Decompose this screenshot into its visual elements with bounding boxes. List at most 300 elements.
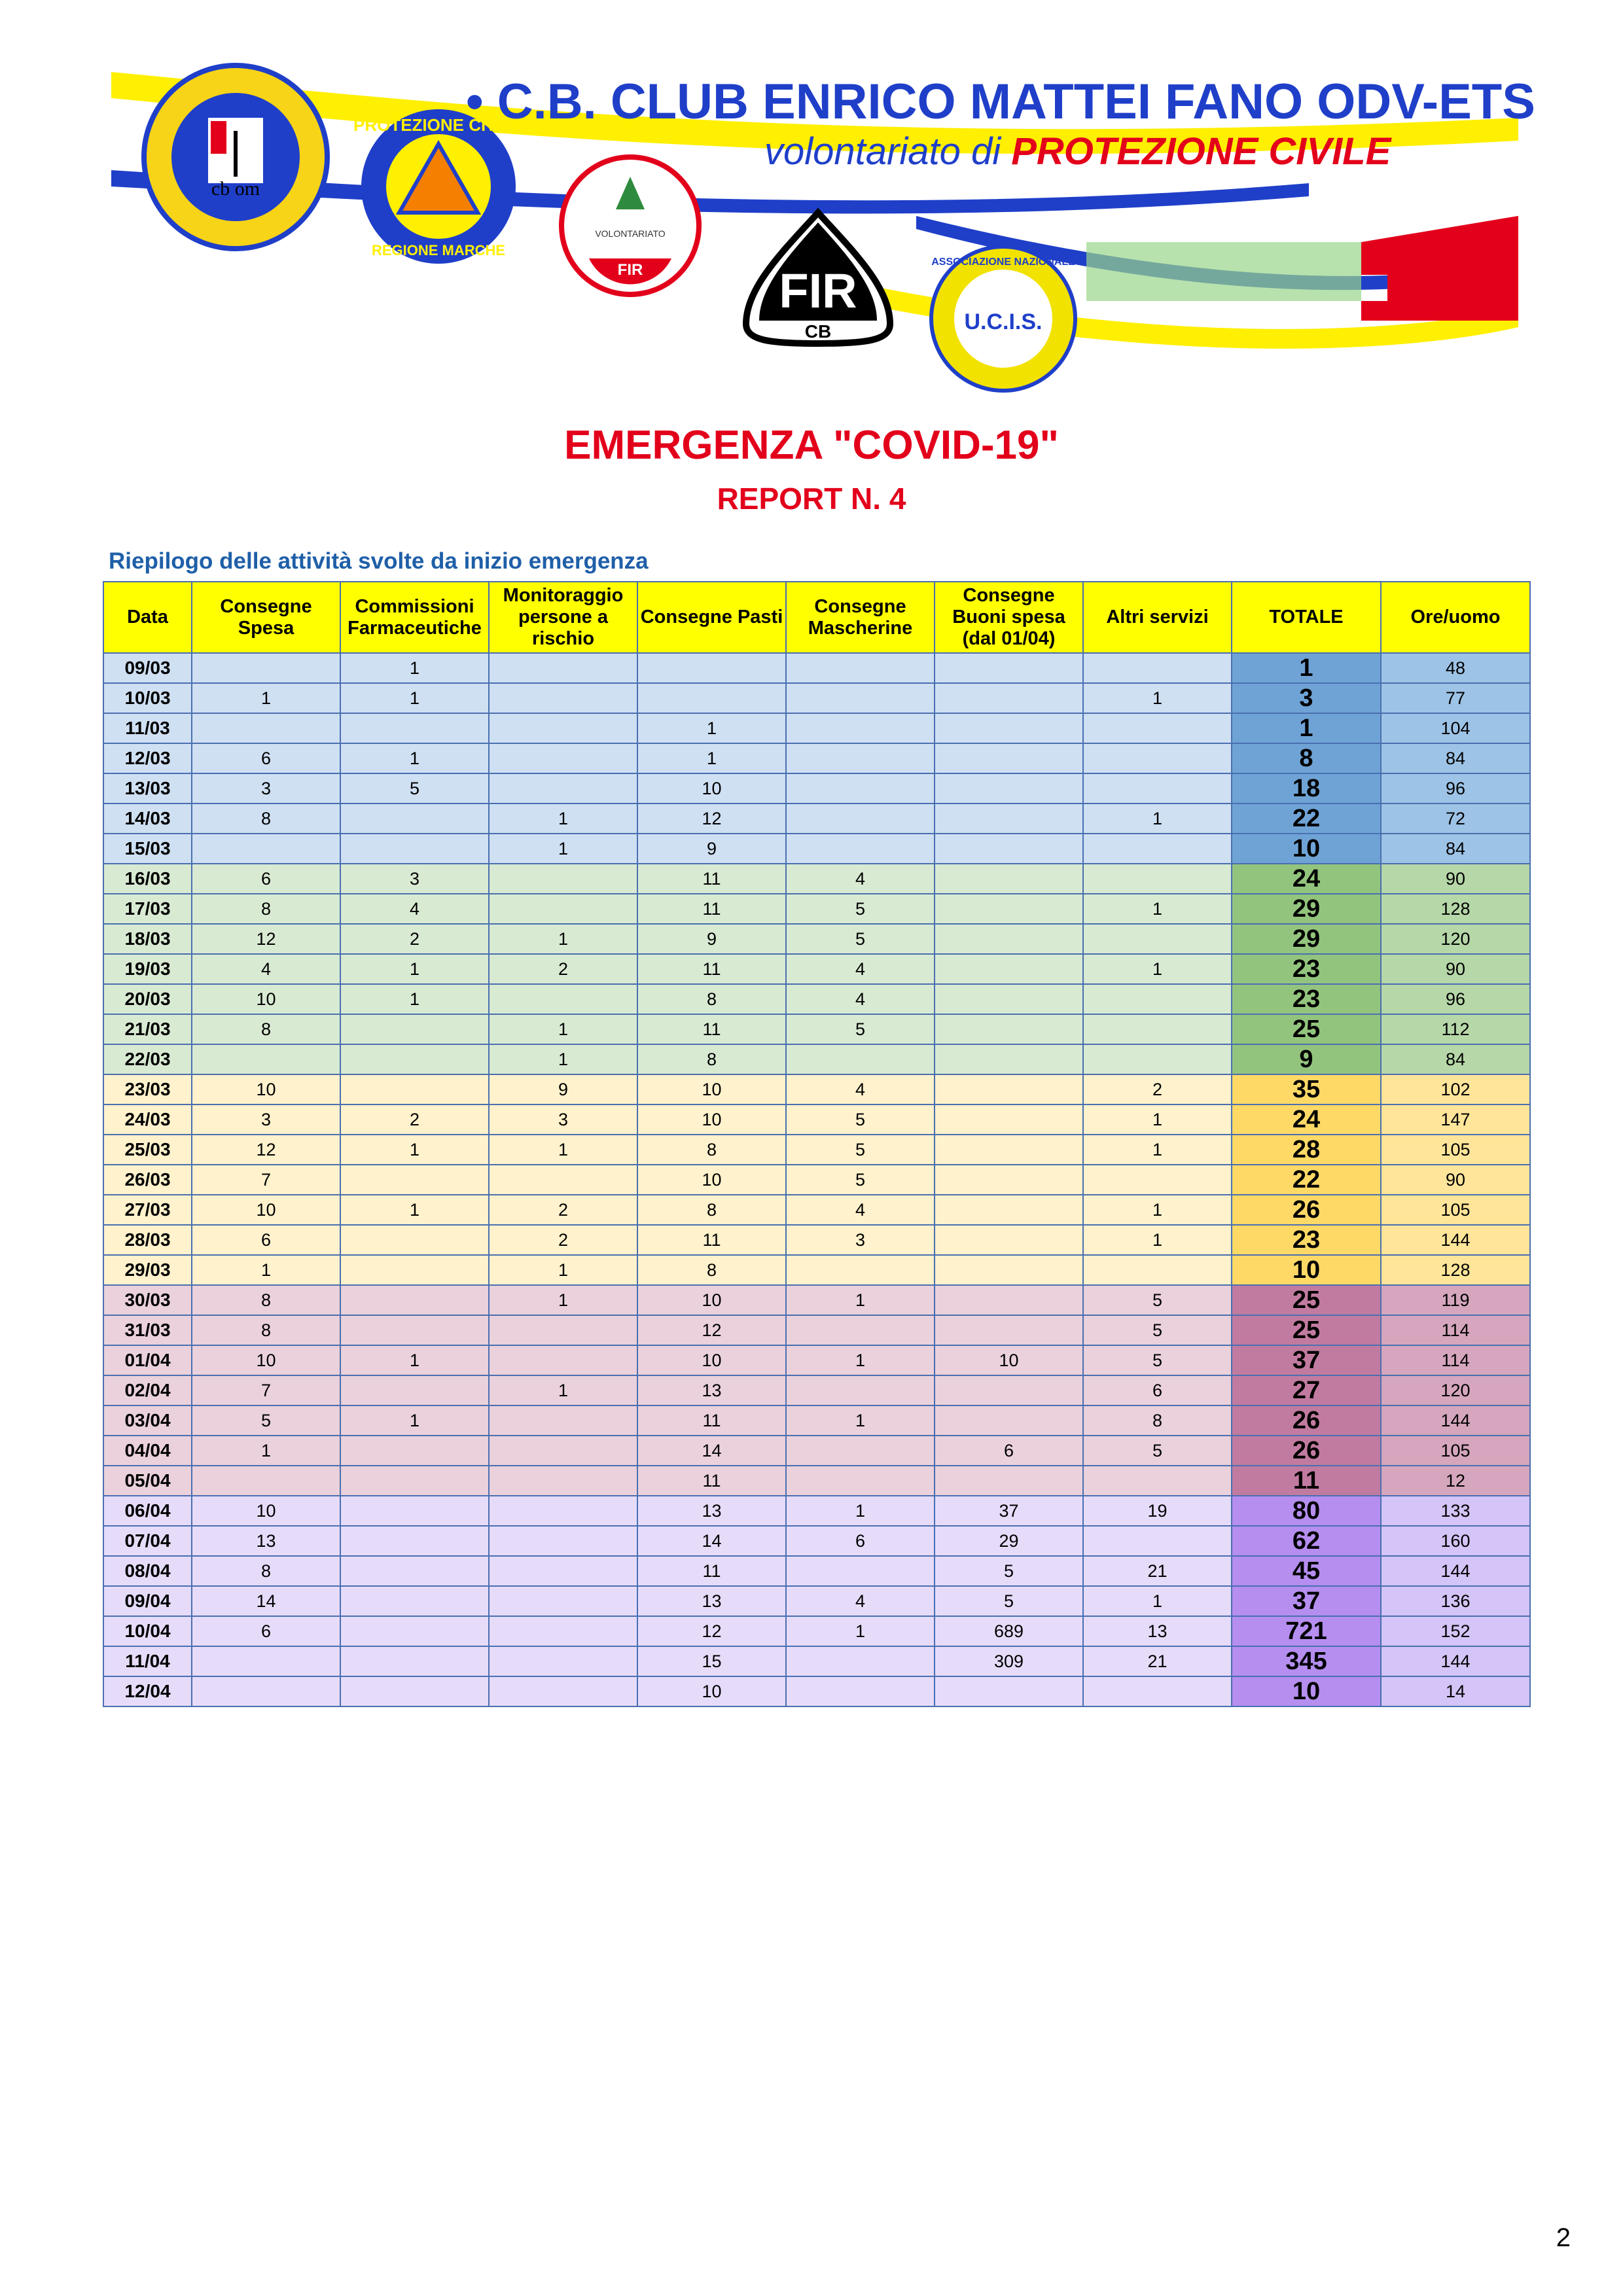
value-cell: [935, 1165, 1083, 1195]
date-cell: 29/03: [103, 1255, 192, 1285]
table-row: [103, 1225, 1530, 1255]
value-cell: 1: [340, 954, 489, 984]
value-cell: [340, 1676, 489, 1706]
value-cell: [192, 1466, 340, 1496]
value-cell: [786, 713, 935, 743]
value-cell: 14: [192, 1586, 340, 1616]
value-cell: [192, 1676, 340, 1706]
value-cell: 10: [192, 1074, 340, 1104]
total-cell: 25: [1232, 1285, 1381, 1315]
total-cell: 23: [1232, 984, 1381, 1014]
value-cell: 1: [340, 683, 489, 713]
date-cell: 12/04: [103, 1676, 192, 1706]
value-cell: [489, 1556, 637, 1586]
value-cell: 1: [637, 743, 786, 773]
value-cell: 1: [1083, 683, 1232, 713]
value-cell: [489, 1436, 637, 1466]
value-cell: [340, 1646, 489, 1676]
value-cell: [786, 1556, 935, 1586]
value-cell: [935, 1315, 1083, 1345]
value-cell: [340, 1255, 489, 1285]
value-cell: 1: [489, 804, 637, 834]
value-cell: [935, 653, 1083, 683]
table-row: [103, 683, 1530, 713]
value-cell: 5: [786, 924, 935, 954]
table-row: [103, 653, 1530, 683]
value-cell: 10: [637, 1345, 786, 1375]
svg-text:PROTEZIONE CIVILE: PROTEZIONE CIVILE: [353, 115, 524, 135]
value-cell: 10: [637, 1285, 786, 1315]
date-cell: 12/03: [103, 743, 192, 773]
value-cell: 11: [637, 1225, 786, 1255]
value-cell: [935, 743, 1083, 773]
value-cell: [489, 1315, 637, 1345]
total-cell: 11: [1232, 1466, 1381, 1496]
value-cell: 9: [637, 834, 786, 864]
report-number: REPORT N. 4: [717, 482, 906, 516]
hours-cell: 96: [1381, 984, 1530, 1014]
total-cell: 3: [1232, 683, 1381, 713]
organization-subtitle-prefix: volontariato di: [764, 130, 1012, 173]
value-cell: [340, 1225, 489, 1255]
value-cell: 1: [340, 653, 489, 683]
value-cell: 1: [489, 924, 637, 954]
value-cell: 9: [637, 924, 786, 954]
hours-cell: 147: [1381, 1104, 1530, 1135]
value-cell: 4: [192, 954, 340, 984]
value-cell: 10: [637, 773, 786, 804]
value-cell: 8: [192, 894, 340, 924]
value-cell: [637, 683, 786, 713]
value-cell: 1: [489, 1255, 637, 1285]
table-row: [103, 924, 1530, 954]
hours-cell: 105: [1381, 1436, 1530, 1466]
value-cell: 1: [786, 1496, 935, 1526]
value-cell: [340, 1616, 489, 1646]
table-row: [103, 713, 1530, 743]
svg-text:FIR: FIR: [779, 264, 857, 318]
value-cell: [935, 894, 1083, 924]
value-cell: 689: [935, 1616, 1083, 1646]
ucis-logo: [931, 247, 1075, 391]
table-row: [103, 1526, 1530, 1556]
value-cell: 1: [340, 1135, 489, 1165]
cb-club-enrico-mattei-logo: [144, 65, 327, 249]
value-cell: 15: [637, 1646, 786, 1676]
value-cell: 1: [1083, 804, 1232, 834]
value-cell: 1: [1083, 1225, 1232, 1255]
value-cell: 6: [192, 864, 340, 894]
total-cell: 10: [1232, 1255, 1381, 1285]
date-cell: 09/03: [103, 653, 192, 683]
value-cell: 1: [786, 1285, 935, 1315]
value-cell: 1: [489, 1044, 637, 1074]
total-cell: 27: [1232, 1375, 1381, 1405]
column-header: Data: [103, 582, 192, 653]
value-cell: 1: [340, 1195, 489, 1225]
value-cell: [637, 653, 786, 683]
table-row: [103, 984, 1530, 1014]
hours-cell: 144: [1381, 1225, 1530, 1255]
green-fade: [1086, 242, 1361, 301]
hours-cell: 12: [1381, 1466, 1530, 1496]
total-cell: 23: [1232, 954, 1381, 984]
value-cell: [935, 1044, 1083, 1074]
date-cell: 13/03: [103, 773, 192, 804]
value-cell: 1: [1083, 1104, 1232, 1135]
value-cell: 3: [786, 1225, 935, 1255]
value-cell: [786, 1466, 935, 1496]
total-cell: 9: [1232, 1044, 1381, 1074]
table-row: [103, 1466, 1530, 1496]
value-cell: 2: [340, 924, 489, 954]
hours-cell: 105: [1381, 1135, 1530, 1165]
value-cell: [340, 1526, 489, 1556]
value-cell: [489, 1616, 637, 1646]
value-cell: 6: [1083, 1375, 1232, 1405]
total-cell: 8: [1232, 743, 1381, 773]
protezione-civile-fir-logo: [562, 157, 699, 294]
total-cell: 25: [1232, 1315, 1381, 1345]
date-cell: 11/04: [103, 1646, 192, 1676]
date-cell: 24/03: [103, 1104, 192, 1135]
table-row: [103, 1676, 1530, 1706]
hours-cell: 90: [1381, 954, 1530, 984]
date-cell: 08/04: [103, 1556, 192, 1586]
hours-cell: 133: [1381, 1496, 1530, 1526]
table-row: [103, 804, 1530, 834]
value-cell: 1: [489, 1285, 637, 1315]
protezione-civile-marche-logo: [353, 109, 524, 264]
table-row: [103, 773, 1530, 804]
hours-cell: 84: [1381, 834, 1530, 864]
value-cell: [340, 804, 489, 834]
value-cell: [786, 743, 935, 773]
table-row: [103, 834, 1530, 864]
value-cell: [1083, 1044, 1232, 1074]
value-cell: 1: [1083, 894, 1232, 924]
hours-cell: 160: [1381, 1526, 1530, 1556]
value-cell: 7: [192, 1375, 340, 1405]
value-cell: [1083, 743, 1232, 773]
value-cell: 8: [192, 1556, 340, 1586]
table-row: [103, 1044, 1530, 1074]
table-row: [103, 1195, 1530, 1225]
value-cell: 1: [192, 1255, 340, 1285]
value-cell: [489, 1466, 637, 1496]
value-cell: 14: [637, 1526, 786, 1556]
table-row: [103, 1135, 1530, 1165]
total-cell: 23: [1232, 1225, 1381, 1255]
table-row: [103, 1255, 1530, 1285]
value-cell: 2: [1083, 1074, 1232, 1104]
hours-cell: 114: [1381, 1345, 1530, 1375]
value-cell: 1: [489, 1135, 637, 1165]
date-cell: 01/04: [103, 1345, 192, 1375]
hours-cell: 152: [1381, 1616, 1530, 1646]
date-cell: 10/03: [103, 683, 192, 713]
value-cell: 2: [489, 954, 637, 984]
date-cell: 09/04: [103, 1586, 192, 1616]
date-cell: 04/04: [103, 1436, 192, 1466]
value-cell: 12: [192, 924, 340, 954]
value-cell: [935, 1104, 1083, 1135]
date-cell: 17/03: [103, 894, 192, 924]
table-header-row: [103, 582, 1530, 653]
table-row: [103, 864, 1530, 894]
value-cell: [935, 1225, 1083, 1255]
value-cell: [192, 834, 340, 864]
value-cell: 5: [1083, 1315, 1232, 1345]
value-cell: 309: [935, 1646, 1083, 1676]
value-cell: [489, 1646, 637, 1676]
value-cell: 10: [192, 1496, 340, 1526]
value-cell: 4: [786, 864, 935, 894]
value-cell: 4: [786, 984, 935, 1014]
value-cell: 1: [1083, 1195, 1232, 1225]
value-cell: [340, 834, 489, 864]
value-cell: 12: [637, 1315, 786, 1345]
total-cell: 45: [1232, 1556, 1381, 1586]
table-row: [103, 1646, 1530, 1676]
total-cell: 10: [1232, 1676, 1381, 1706]
value-cell: [935, 1285, 1083, 1315]
value-cell: 1: [489, 1375, 637, 1405]
column-header: Consegne Mascherine: [786, 582, 935, 653]
value-cell: [935, 834, 1083, 864]
svg-text:VOLONTARIATO: VOLONTARIATO: [595, 228, 666, 239]
value-cell: [935, 1255, 1083, 1285]
hours-cell: 144: [1381, 1405, 1530, 1436]
value-cell: [489, 1165, 637, 1195]
value-cell: 8: [192, 1315, 340, 1345]
value-cell: 8: [637, 984, 786, 1014]
value-cell: 10: [637, 1165, 786, 1195]
hours-cell: 114: [1381, 1315, 1530, 1345]
value-cell: [935, 1074, 1083, 1104]
value-cell: 10: [192, 984, 340, 1014]
value-cell: [340, 1014, 489, 1044]
column-header: Consegne Pasti: [637, 582, 786, 653]
date-cell: 28/03: [103, 1225, 192, 1255]
hours-cell: 119: [1381, 1285, 1530, 1315]
value-cell: [786, 1255, 935, 1285]
page-number: 2: [1556, 2223, 1571, 2252]
value-cell: 10: [637, 1104, 786, 1135]
value-cell: 2: [489, 1225, 637, 1255]
value-cell: [489, 1526, 637, 1556]
hours-cell: 144: [1381, 1556, 1530, 1586]
date-cell: 20/03: [103, 984, 192, 1014]
value-cell: 13: [192, 1526, 340, 1556]
total-cell: 22: [1232, 1165, 1381, 1195]
value-cell: 8: [192, 804, 340, 834]
date-cell: 25/03: [103, 1135, 192, 1165]
value-cell: 2: [340, 1104, 489, 1135]
hours-cell: 120: [1381, 1375, 1530, 1405]
value-cell: 8: [637, 1195, 786, 1225]
date-cell: 30/03: [103, 1285, 192, 1315]
value-cell: [935, 1195, 1083, 1225]
value-cell: [489, 653, 637, 683]
value-cell: [935, 1466, 1083, 1496]
value-cell: 8: [1083, 1405, 1232, 1436]
value-cell: [192, 653, 340, 683]
value-cell: 8: [192, 1014, 340, 1044]
hours-cell: 14: [1381, 1676, 1530, 1706]
value-cell: 12: [637, 1616, 786, 1646]
page-title: EMERGENZA "COVID-19": [564, 423, 1059, 468]
value-cell: 5: [935, 1586, 1083, 1616]
value-cell: 1: [489, 1014, 637, 1044]
date-cell: 21/03: [103, 1014, 192, 1044]
column-header: Monitoraggio persone a rischio: [489, 582, 637, 653]
total-cell: 18: [1232, 773, 1381, 804]
value-cell: [786, 1315, 935, 1345]
value-cell: 1: [192, 683, 340, 713]
value-cell: [340, 1556, 489, 1586]
value-cell: [935, 1676, 1083, 1706]
svg-text:ASSOCIAZIONE NAZIONALE: ASSOCIAZIONE NAZIONALE: [931, 256, 1075, 268]
value-cell: 10: [637, 1074, 786, 1104]
value-cell: [1083, 773, 1232, 804]
total-cell: 28: [1232, 1135, 1381, 1165]
value-cell: [935, 1375, 1083, 1405]
value-cell: 5: [1083, 1285, 1232, 1315]
value-cell: [489, 1405, 637, 1436]
value-cell: [1083, 1466, 1232, 1496]
value-cell: [935, 804, 1083, 834]
value-cell: [489, 683, 637, 713]
value-cell: 1: [786, 1616, 935, 1646]
date-cell: 31/03: [103, 1315, 192, 1345]
value-cell: [489, 1586, 637, 1616]
total-cell: 26: [1232, 1436, 1381, 1466]
value-cell: 6: [192, 743, 340, 773]
value-cell: [935, 984, 1083, 1014]
hours-cell: 104: [1381, 713, 1530, 743]
value-cell: 1: [340, 1345, 489, 1375]
table-row: [103, 1436, 1530, 1466]
value-cell: [489, 773, 637, 804]
value-cell: 10: [192, 1195, 340, 1225]
column-header: Consegne Buoni spesa (dal 01/04): [935, 582, 1083, 653]
organization-subtitle: [764, 130, 1391, 173]
value-cell: [935, 924, 1083, 954]
value-cell: [340, 1165, 489, 1195]
organization-subtitle-accent: PROTEZIONE CIVILE: [1011, 130, 1391, 173]
date-cell: 22/03: [103, 1044, 192, 1074]
value-cell: [786, 1646, 935, 1676]
value-cell: 21: [1083, 1556, 1232, 1586]
total-cell: 10: [1232, 834, 1381, 864]
value-cell: [340, 1074, 489, 1104]
value-cell: [1083, 653, 1232, 683]
value-cell: [1083, 1526, 1232, 1556]
total-cell: 345: [1232, 1646, 1381, 1676]
value-cell: [1083, 834, 1232, 864]
value-cell: [935, 713, 1083, 743]
value-cell: [489, 1676, 637, 1706]
date-cell: 26/03: [103, 1165, 192, 1195]
value-cell: [935, 864, 1083, 894]
value-cell: 12: [192, 1135, 340, 1165]
value-cell: [1083, 864, 1232, 894]
date-cell: 11/03: [103, 713, 192, 743]
total-cell: 25: [1232, 1014, 1381, 1044]
date-cell: 05/04: [103, 1466, 192, 1496]
table-row: [103, 1285, 1530, 1315]
total-cell: 37: [1232, 1586, 1381, 1616]
date-cell: 19/03: [103, 954, 192, 984]
date-cell: 18/03: [103, 924, 192, 954]
value-cell: [786, 1676, 935, 1706]
value-cell: 3: [489, 1104, 637, 1135]
value-cell: [786, 1044, 935, 1074]
svg-text:FIR: FIR: [617, 261, 643, 279]
letterhead-graphics: [0, 0, 1623, 406]
total-cell: 29: [1232, 894, 1381, 924]
total-cell: 26: [1232, 1405, 1381, 1436]
value-cell: 5: [1083, 1345, 1232, 1375]
value-cell: 4: [786, 954, 935, 984]
value-cell: [1083, 924, 1232, 954]
value-cell: 1: [340, 743, 489, 773]
value-cell: [786, 1375, 935, 1405]
value-cell: [935, 1135, 1083, 1165]
value-cell: [1083, 1255, 1232, 1285]
column-header: Consegne Spesa: [192, 582, 340, 653]
value-cell: [935, 1405, 1083, 1436]
value-cell: [489, 1496, 637, 1526]
table-row: [103, 894, 1530, 924]
value-cell: [786, 683, 935, 713]
table-row: [103, 1165, 1530, 1195]
date-cell: 23/03: [103, 1074, 192, 1104]
svg-text:REGIONE MARCHE: REGIONE MARCHE: [371, 242, 506, 258]
value-cell: 2: [489, 1195, 637, 1225]
value-cell: 5: [786, 894, 935, 924]
fir-cb-logo: [746, 213, 890, 344]
value-cell: 6: [935, 1436, 1083, 1466]
table-row: [103, 743, 1530, 773]
value-cell: [340, 1496, 489, 1526]
value-cell: 5: [1083, 1436, 1232, 1466]
column-header: TOTALE: [1232, 582, 1381, 653]
hours-cell: 84: [1381, 1044, 1530, 1074]
value-cell: [192, 1044, 340, 1074]
hours-cell: 48: [1381, 653, 1530, 683]
hours-cell: 105: [1381, 1195, 1530, 1225]
value-cell: 1: [786, 1345, 935, 1375]
value-cell: [1083, 1165, 1232, 1195]
value-cell: [1083, 1676, 1232, 1706]
value-cell: [340, 1315, 489, 1345]
value-cell: 5: [786, 1135, 935, 1165]
value-cell: [340, 713, 489, 743]
value-cell: 1: [340, 1405, 489, 1436]
column-header: Commissioni Farmaceutiche: [340, 582, 489, 653]
table-caption: Riepilogo delle attività svolte da inizio emergenza: [109, 548, 649, 574]
table-row: [103, 1375, 1530, 1405]
value-cell: 8: [637, 1135, 786, 1165]
value-cell: [489, 894, 637, 924]
total-cell: 26: [1232, 1195, 1381, 1225]
table-row: [103, 1104, 1530, 1135]
value-cell: [935, 683, 1083, 713]
value-cell: 1: [489, 834, 637, 864]
hours-cell: 120: [1381, 924, 1530, 954]
